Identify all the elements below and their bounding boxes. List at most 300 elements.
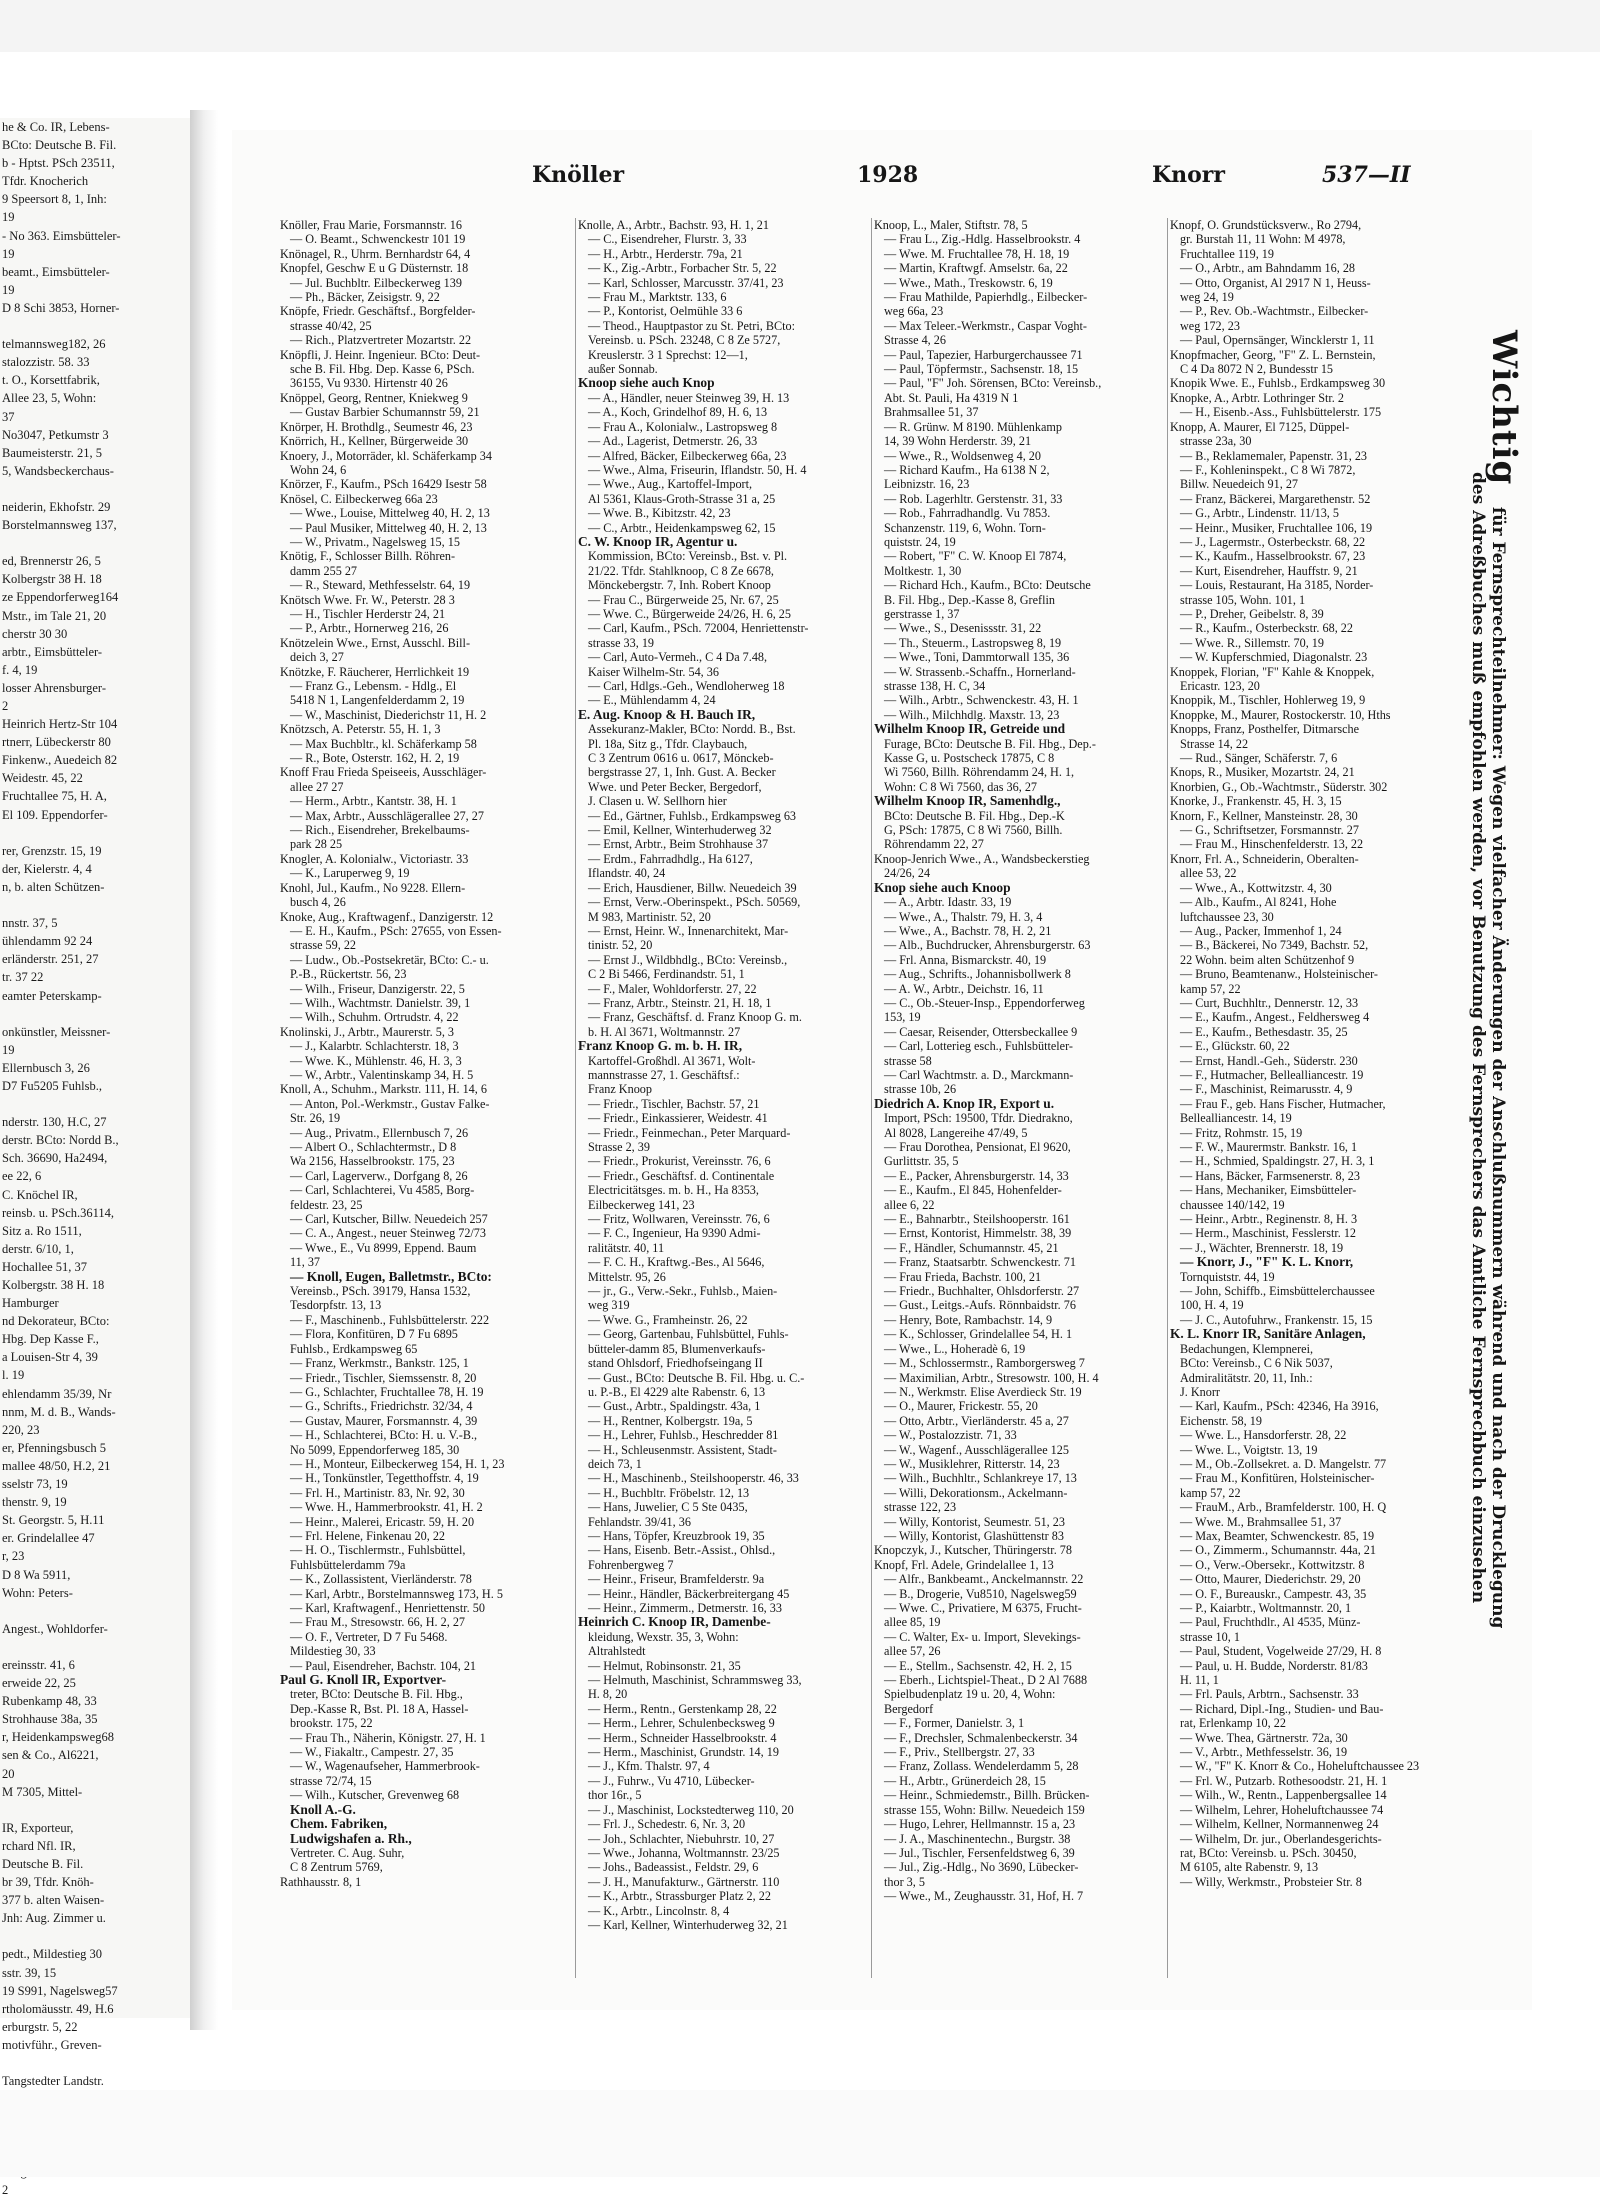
directory-entry: Gurlittstr. 35, 5: [884, 1154, 959, 1169]
directory-entry: — Wilh., Wachtmstr. Danielstr. 39, 1: [290, 995, 471, 1010]
directory-entry: — C., Ob.-Steuer-Insp., Eppendorferweg: [884, 995, 1085, 1010]
directory-entry: — Heinr., Händler, Bäckerbreitergang 45: [588, 1586, 790, 1601]
directory-entry: — Frl. Pauls, Arbtrn., Sachsenstr. 33: [1180, 1687, 1359, 1702]
directory-entry: Schanzenstr. 119, 6, Wohn. Torn-: [884, 520, 1046, 535]
directory-entry: Fuhlsb., Erdkampsweg 65: [290, 1341, 418, 1356]
directory-firm-entry: Wilhelm Knoop IR, Getreide und: [874, 721, 1066, 737]
directory-entry: M 983, Martinistr. 52, 20: [588, 909, 711, 924]
directory-entry: damm 255 27: [290, 563, 358, 578]
directory-entry: strasse 59, 22: [290, 938, 357, 953]
facing-page-line: rtnerr, Lübeckerstr 80: [2, 735, 111, 750]
directory-entry: — Kurt, Eisendreher, Hauffstr. 9, 21: [1180, 563, 1358, 578]
directory-entry: — Franz, Zollass. Wendelerdamm 5, 28: [884, 1759, 1079, 1774]
directory-entry: Knopke, A., Arbtr. Lothringer Str. 2: [1170, 390, 1344, 405]
directory-entry: — Willy, Werkmstr., Probsteier Str. 8: [1180, 1874, 1362, 1889]
directory-entry: quiststr. 24, 19: [884, 534, 956, 549]
directory-entry: — Joh., Schlachter, Niebuhrstr. 10, 27: [588, 1831, 775, 1846]
directory-entry: — Hans, Bäcker, Farmsenerstr. 8, 23: [1180, 1168, 1360, 1183]
facing-page-line: rchard Nfl. IR,: [2, 1838, 76, 1853]
directory-entry: — Friedr., Buchhalter, Ohlsdorferstr. 27: [884, 1284, 1080, 1299]
directory-entry: No 5099, Eppendorferweg 185, 30: [290, 1442, 460, 1457]
directory-entry: — Paul, Eisendreher, Bachstr. 104, 21: [290, 1658, 477, 1673]
directory-entry: — Wwe. G., Framheinstr. 26, 22: [588, 1312, 748, 1327]
directory-entry: — H., Schmied, Spaldingstr. 27, H. 3, 1: [1180, 1154, 1375, 1169]
directory-entry: — Hans, Töpfer, Kreuzbrook 19, 35: [588, 1528, 765, 1543]
directory-entry: Altrahlstedt: [588, 1644, 646, 1659]
directory-entry: — Fritz, Rohmstr. 15, 19: [1180, 1125, 1303, 1140]
directory-entry: — Paul, "F" Joh. Sörensen, BCto: Vereinsb.,: [884, 376, 1102, 391]
facing-page-line: losser Ahrensburger-: [2, 680, 107, 695]
directory-entry: — Wwe., Toni, Dammtorwall 135, 36: [884, 650, 1070, 665]
directory-entry: — Wilhelm, Lehrer, Hoheluftchaussee 74: [1180, 1802, 1384, 1817]
directory-entry: Knoll, A., Schuhm., Markstr. 111, H. 14, 6: [280, 1082, 487, 1097]
directory-entry: — J., Fuhrw., Vu 4710, Lübecker-: [588, 1773, 755, 1788]
facing-page-line: l. 19: [2, 1368, 25, 1383]
directory-entry: — O., Arbtr., am Bahndamm 16, 28: [1180, 261, 1356, 276]
directory-entry: weg 172, 23: [1180, 318, 1240, 333]
directory-entry: — Carl, Hdlgs.-Geh., Wendloherweg 18: [588, 679, 785, 693]
directory-entry: Knogler, A. Kolonialw., Victoriastr. 33: [280, 851, 469, 866]
directory-entry: — H., Arbtr., Herderstr. 79a, 21: [588, 246, 743, 261]
facing-page-line: Ellernbusch 3, 26: [2, 1060, 90, 1075]
directory-entry: — Caesar, Reisender, Ottersbeckallee 9: [884, 1024, 1078, 1039]
directory-entry: — E. H., Kaufm., PSch: 27655, von Essen-: [290, 923, 502, 938]
directory-entry: Knopfel, Geschw E u G Düsternstr. 18: [280, 261, 469, 276]
directory-entry: — O., Maurer, Frickestr. 55, 20: [884, 1399, 1038, 1414]
facing-page-line: [0, 1801, 190, 1819]
directory-entry: — G., Schrifts., Friedrichstr. 32/34, 4: [290, 1399, 473, 1414]
facing-page-line: onkünstler, Meissner-: [2, 1024, 111, 1039]
directory-entry: — Louis, Restaurant, Ha 3185, Norder-: [1180, 578, 1374, 593]
directory-entry: Ericastr. 123, 20: [1180, 679, 1260, 693]
directory-entry: Bergedorf: [884, 1701, 934, 1716]
directory-entry: — E., Glückstr. 60, 22: [1180, 1039, 1290, 1054]
directory-entry: — Emil, Kellner, Winterhuderweg 32: [588, 823, 772, 838]
directory-entry: — E., Packer, Ahrensburgerstr. 14, 33: [884, 1168, 1069, 1183]
directory-entry: Import, PSch: 19500, Tfdr. Diedrakno,: [884, 1111, 1073, 1126]
facing-page-line: he & Co. IR, Lebens-: [2, 120, 110, 134]
directory-entry: — G., Arbtr., Lindenstr. 11/13, 5: [1180, 506, 1339, 521]
directory-entry: allee 57, 26: [884, 1644, 941, 1659]
directory-entry: — N., Werkmstr. Elise Averdieck Str. 19: [884, 1384, 1082, 1399]
directory-entry: — Wwe. M., Brahmsallee 51, 37: [1180, 1514, 1342, 1529]
directory-entry: — W., "F" K. Knorr & Co., Hoheluftchaussee 23: [1180, 1759, 1420, 1774]
directory-entry: — Rob. Lagerhltr. Gerstenstr. 31, 33: [884, 491, 1063, 506]
directory-entry: — Wwe., L., Hoheradè 6, 19: [884, 1341, 1026, 1356]
directory-entry: Knöpfli, J. Heinr. Ingenieur. BCto: Deut-: [280, 347, 481, 362]
directory-entry: — Frau M., Stresowstr. 66, H. 2, 27: [290, 1615, 466, 1630]
directory-entry: — Frau M., Marktstr. 133, 6: [588, 290, 727, 305]
directory-entry: — Frl. W., Putzarb. Rothesoodstr. 21, H. 1: [1180, 1773, 1388, 1788]
directory-entry: — W., Postalozzistr. 71, 33: [884, 1428, 1017, 1443]
directory-entry: — Wwe., R., Woldsenweg 4, 20: [884, 448, 1041, 463]
directory-entry: H. 8, 20: [588, 1687, 628, 1702]
directory-entry: allee 53, 22: [1180, 866, 1237, 881]
directory-entry: — Hugo, Lehrer, Hellmannstr. 15 a, 23: [884, 1817, 1076, 1832]
directory-entry: tinistr. 52, 20: [588, 938, 653, 953]
directory-entry: — Herm., Rentn., Gerstenkamp 28, 22: [588, 1701, 777, 1716]
directory-entry: Strasse 2, 39: [588, 1140, 650, 1154]
directory-entry: — R. Grünw. M 8190. Mühlenkamp: [884, 419, 1062, 434]
facing-page-line: D 8 Schi 3853, Horner-: [2, 300, 120, 315]
directory-entry: Knoke, Aug., Kraftwagenf., Danzigerstr. 12: [280, 909, 494, 924]
facing-page-line: D7 Fu5205 Fuhlsb.,: [2, 1078, 103, 1093]
directory-entry: — Gust., Leitgs.-Aufs. Rönnbaidstr. 76: [884, 1298, 1076, 1313]
directory-entry: Knolle, A., Arbtr., Bachstr. 93, H. 1, 21: [578, 218, 769, 232]
facing-page-line: Kolbergstr. 38 H. 18: [2, 1278, 105, 1292]
directory-entry: — Maximilian, Arbtr., Stresowstr. 100, H. 4: [884, 1370, 1099, 1385]
directory-entry: — Gust., BCto: Deutsche B. Fil. Hbg. u. C.-: [588, 1370, 805, 1385]
directory-entry: — Frau Mathilde, Papierhdlg., Eilbecker-: [884, 290, 1088, 305]
facing-page-line: neiderin, Ekhofstr. 29: [2, 499, 111, 514]
directory-entry: — Karl, Schlosser, Marcusstr. 37/41, 23: [588, 275, 784, 290]
column-divider: [1167, 218, 1168, 1978]
directory-entry: 100, H. 4, 19: [1180, 1298, 1244, 1313]
directory-entry: Knöpfe, Friedr. Geschäftsf., Borgfelder-: [280, 304, 476, 319]
facing-page-line: [0, 2054, 190, 2072]
directory-entry: strasse 40/42, 25: [290, 318, 372, 333]
directory-entry: — Alb., Kaufm., Al 8241, Hohe: [1180, 895, 1337, 910]
directory-entry: Knorke, J., Frankenstr. 45, H. 3, 15: [1170, 794, 1342, 809]
directory-entry: 22 Wohn. beim alten Schützenhof 9: [1180, 952, 1355, 967]
directory-entry: Knorbien, G., Ob.-Wachtmstr., Süderstr. 302: [1170, 779, 1388, 794]
directory-entry: — Ph., Bäcker, Zeisigstr. 9, 22: [290, 290, 440, 305]
directory-entry: Knoop, L., Maler, Stiftstr. 78, 5: [874, 218, 1028, 232]
facing-page-line: 9 Speersort 8, 1, Inh:: [2, 192, 107, 207]
directory-entry: Vereinsb., PSch. 39179, Hansa 1532,: [290, 1284, 471, 1299]
directory-entry: — Eberh., Lichtspiel-Theat., D 2 Al 7688: [884, 1673, 1088, 1688]
directory-entry: brookstr. 175, 22: [290, 1716, 373, 1731]
directory-entry: — R., Bote, Osterstr. 162, H. 2, 19: [290, 751, 460, 766]
directory-entry: — Wwe., Math., Treskowstr. 6, 19: [884, 275, 1053, 290]
facing-page-line: tr. 37 22: [2, 970, 44, 985]
directory-entry: Knoop-Jenrich Wwe., A., Wandsbeckerstieg: [874, 851, 1090, 866]
directory-entry: — E., Mühlendamm 4, 24: [588, 693, 716, 708]
header-year: 1928: [857, 162, 919, 188]
directory-entry: — Max Teleer.-Werkmstr., Caspar Voght-: [884, 318, 1087, 333]
directory-entry: Fehlandstr. 39/41, 36: [588, 1514, 691, 1529]
facing-page-line: ze Eppendorferweg164: [2, 590, 119, 605]
directory-entry: — Wwe., Johanna, Woltmannstr. 23/25: [588, 1845, 780, 1860]
directory-entry: — F., Händler, Schumannstr. 45, 21: [884, 1240, 1059, 1255]
directory-entry: G, PSch: 17875, C 8 Wi 7560, Billh.: [884, 823, 1063, 838]
directory-entry: Knopik Wwe. E., Fuhlsb., Erdkampsweg 30: [1170, 376, 1386, 391]
directory-firm-entry: Knoop siehe auch Knop: [578, 375, 715, 391]
directory-entry: — Ludw., Ob.-Postsekretär, BCto: C.- u.: [290, 952, 489, 967]
directory-entry: — Wwe. B., Kibitzstr. 42, 23: [588, 506, 731, 521]
directory-entry: Knopp, A. Maurer, El 7125, Düppel-: [1170, 419, 1350, 434]
book-gutter: [190, 110, 230, 2030]
directory-entry: weg 66a, 23: [884, 304, 944, 319]
facing-page-line: thenstr. 9, 19: [2, 1495, 67, 1510]
facing-page-line: IR, Exporteur,: [2, 1820, 74, 1835]
directory-entry: — Heinr., Arbtr., Reginenstr. 8, H. 3: [1180, 1212, 1358, 1227]
directory-entry: allee 6, 22: [884, 1197, 935, 1212]
directory-entry: — Carl, Auto-Vermeh., C 4 Da 7.48,: [588, 650, 768, 665]
directory-entry: — J. H., Manufakturw., Gärtnerstr. 110: [588, 1874, 780, 1889]
directory-entry: — Friedr., Einkassierer, Weidestr. 41: [588, 1111, 768, 1126]
directory-firm-entry: E. Aug. Knoop & H. Bauch IR,: [578, 706, 756, 722]
directory-entry: Knohl, Jul., Kaufm., No 9228. Ellern-: [280, 880, 466, 895]
directory-entry: — Herm., Lehrer, Schulenbecksweg 9: [588, 1716, 775, 1731]
directory-entry: — F. W., Maurermstr. Bankstr. 16, 1: [1180, 1140, 1358, 1154]
facing-page-line: erburgstr. 5, 22: [2, 2019, 78, 2034]
facing-page-line: Fruchtallee 75, H. A,: [2, 789, 107, 804]
directory-entry: — Paul, u. H. Budde, Norderstr. 81/83: [1180, 1658, 1368, 1673]
directory-entry: — Frl. Helene, Finkenau 20, 22: [290, 1528, 446, 1543]
directory-entry: — H., Tischler Herderstr 24, 21: [290, 606, 446, 621]
directory-entry: — Carl, Schlachterei, Vu 4585, Borg-: [290, 1183, 475, 1198]
directory-entry: — Wwe., A., Bachstr. 78, H. 2, 21: [884, 923, 1052, 938]
directory-entry: kleidung, Wexstr. 35, 3, Wohn:: [588, 1629, 739, 1644]
directory-entry: C 4 Da 8072 N 2, Bundesstr 15: [1180, 362, 1334, 377]
directory-entry: — Richard Hch., Kaufm., BCto: Deutsche: [884, 578, 1091, 593]
directory-entry: — Frau Frieda, Bachstr. 100, 21: [884, 1269, 1042, 1284]
directory-entry: — Wwe. C., Bürgerweide 24/26, H. 6, 25: [588, 606, 791, 621]
facing-page-fragment: [0, 118, 191, 2197]
facing-page-line: a Louisen-Str 4, 39: [2, 1350, 98, 1365]
facing-page-line: El 109. Eppendorfer-: [2, 807, 108, 822]
directory-entry: — Frau F., geb. Hans Fischer, Hutmacher,: [1180, 1096, 1386, 1111]
facing-page-line: f. 4, 19: [2, 662, 38, 677]
facing-page-line: D 8 Wa 5911,: [2, 1567, 71, 1582]
facing-page-line: rtholomäusstr. 49, H.6: [2, 2001, 114, 2016]
directory-entry: — W. Kupferschmied, Diagonalstr. 23: [1180, 650, 1368, 665]
facing-page-line: ehlendamm 35/39, Nr: [2, 1386, 112, 1401]
directory-entry: — Willi, Dekorationsm., Ackelmann-: [884, 1485, 1068, 1500]
directory-entry: b. H. Al 3671, Woltmannstr. 27: [588, 1024, 741, 1039]
directory-page: [232, 130, 1532, 2010]
directory-entry: — Friedr., Feinmechan., Peter Marquard-: [588, 1125, 791, 1140]
directory-entry: Al 5361, Klaus-Groth-Strasse 31 a, 25: [588, 491, 776, 506]
directory-column-4: [1170, 218, 1448, 1978]
directory-entry: Knorn, F., Kellner, Mansteinstr. 28, 30: [1170, 808, 1358, 823]
facing-page-line: mallee 48/50, H.2, 21: [2, 1458, 111, 1473]
directory-entry: — J., Lagermstr., Osterbeckstr. 68, 22: [1180, 534, 1366, 549]
directory-entry: — Franz, Geschäftsf. d. Franz Knoop G. m.: [588, 1010, 802, 1025]
directory-entry: — B., Reklamemaler, Papenstr. 31, 23: [1180, 448, 1368, 463]
directory-entry: stand Ohlsdorf, Friedhofseingang II: [588, 1356, 763, 1371]
directory-entry: 11, 37: [290, 1255, 321, 1270]
directory-entry: — Heinr., Friseur, Bramfelderstr. 9a: [588, 1572, 765, 1587]
facing-page-line: 377 b. alten Waisen-: [2, 1893, 105, 1908]
directory-firm-entry: Wilhelm Knoop IR, Samenhdlg.,: [874, 793, 1061, 809]
directory-entry: — Aug., Packer, Immenhof 1, 24: [1180, 923, 1342, 938]
directory-entry: strasse 23a, 30: [1180, 434, 1252, 449]
directory-entry: kamp 57, 22: [1180, 981, 1241, 996]
directory-entry: Knörper, H. Brothdlg., Seumestr 46, 23: [280, 419, 473, 434]
directory-entry: — K., Arbtr., Strassburger Platz 2, 22: [588, 1889, 771, 1904]
directory-entry: allee 27 27: [290, 779, 344, 794]
directory-entry: — Heinr., Malerei, Ericastr. 59, H. 20: [290, 1514, 475, 1529]
directory-firm-entry: Chem. Fabriken,: [290, 1816, 388, 1832]
directory-entry: — Max, Beamter, Schwenckestr. 85, 19: [1180, 1528, 1375, 1543]
directory-columns: [280, 218, 1460, 1978]
facing-page-line: Jnh: Aug. Zimmer u.: [2, 1911, 106, 1926]
directory-entry: kamp 57, 22: [1180, 1485, 1241, 1500]
phone-notice: [1436, 330, 1526, 1910]
directory-entry: — P., Rev. Ob.-Wachtmstr., Eilbecker-: [1180, 304, 1369, 319]
directory-entry: — Wwe., E., Vu 8999, Eppend. Baum: [290, 1240, 477, 1255]
facing-page-line: ee 22, 6: [2, 1169, 42, 1184]
directory-entry: 21/22. Tfdr. Stahlknoop, C 8 Ze 6678,: [588, 563, 774, 578]
facing-page-line: [0, 824, 190, 842]
facing-page-line: Tangstedter Landstr.: [2, 2074, 104, 2089]
directory-entry: — Alb., Buchdrucker, Ahrensburgerstr. 63: [884, 938, 1091, 953]
directory-entry: C 8 Zentrum 5769,: [290, 1860, 383, 1875]
directory-entry: Wohn: C 8 Wi 7560, das 36, 27: [884, 779, 1038, 794]
directory-entry: — Paul, Student, Vogelweide 27/29, H. 8: [1180, 1644, 1382, 1659]
directory-entry: — H., Maschinenb., Steilshooperstr. 46, 33: [588, 1471, 799, 1486]
directory-entry: — H., Eisenb.-Ass., Fuhlsbüttelerstr. 175: [1180, 405, 1382, 420]
directory-entry: thor 3, 5: [884, 1874, 925, 1889]
directory-entry: — Henry, Bote, Rambachstr. 14, 9: [884, 1312, 1053, 1327]
directory-column-1: [280, 218, 572, 1978]
facing-page-line: [0, 1927, 190, 1945]
column-divider: [575, 218, 576, 1978]
directory-entry: — H., Rentner, Kolbergstr. 19a, 5: [588, 1413, 753, 1428]
directory-entry: — Otto, Organist, Al 2917 N 1, Heuss-: [1180, 275, 1371, 290]
directory-entry: — H., Buchbltr. Fröbelstr. 12, 13: [588, 1485, 750, 1500]
directory-entry: — Gustav, Maurer, Forsmannstr. 4, 39: [290, 1413, 478, 1428]
directory-entry: strasse 33, 19: [588, 635, 655, 650]
directory-entry: — Curt, Buchhltr., Dennerstr. 12, 33: [1180, 995, 1359, 1010]
directory-entry: — Wwe. H., Hammerbrookstr. 41, H. 2: [290, 1500, 483, 1515]
directory-firm-entry: Heinrich C. Knoop IR, Damenbe-: [578, 1614, 771, 1630]
header-first-name: Knöller: [532, 162, 625, 188]
directory-entry: — F., Maler, Wohldorferstr. 27, 22: [588, 981, 757, 996]
facing-page-line: St. Georgstr. 5, H.11: [2, 1513, 105, 1528]
directory-entry: Dep.-Kasse R, Bst. Pl. 18 A, Hassel-: [290, 1701, 469, 1716]
facing-page-line: Strohhause 38a, 35: [2, 1712, 98, 1727]
facing-page-line: Rubenkamp 48, 33: [2, 1694, 97, 1709]
directory-entry: — H., Tonkünstler, Tegetthoffstr. 4, 19: [290, 1471, 479, 1486]
directory-entry: — J., Wächter, Brennerstr. 18, 19: [1180, 1240, 1344, 1255]
facing-page-line: No3047, Petkumstr 3: [2, 427, 109, 442]
directory-entry: — Rob., Fahrradhandlg. Vu 7853.: [884, 506, 1051, 521]
directory-entry: — F. C., Ingenieur, Ha 9390 Admi-: [588, 1226, 761, 1241]
directory-firm-entry: Franz Knoop G. m. b. H. IR,: [578, 1038, 743, 1054]
directory-entry: — P., Arbtr., Hornerweg 216, 26: [290, 621, 449, 636]
directory-entry: Knopczyk, J., Kutscher, Thüringerstr. 78: [874, 1543, 1072, 1558]
directory-entry: — J. C., Autofuhrw., Frankenstr. 15, 15: [1180, 1312, 1373, 1327]
directory-entry: — P., Kaiarbtr., Woltmannstr. 20, 1: [1180, 1601, 1352, 1615]
directory-entry: BCto: Vereinsb., C 6 Nik 5037,: [1180, 1356, 1333, 1371]
directory-entry: — K., Zig.-Arbtr., Forbacher Str. 5, 22: [588, 261, 777, 276]
directory-entry: ralitätstr. 40, 11: [588, 1240, 665, 1255]
directory-entry: Electricitätsges. m. b. H., Ha 8353,: [588, 1183, 759, 1198]
facing-page-line: Angest., Wohldorfer-: [2, 1621, 108, 1636]
facing-page-line: sen & Co., Al6221,: [2, 1748, 99, 1763]
facing-page-line: Weidestr. 45, 22: [2, 771, 83, 786]
directory-entry: 36155, Vu 9330. Hirtenstr 40 26: [290, 376, 448, 391]
directory-entry: Knöppel, Georg, Rentner, Kniekweg 9: [280, 390, 468, 405]
directory-firm-entry: Ludwigshafen a. Rh.,: [290, 1830, 412, 1846]
directory-entry: deich 73, 1: [588, 1456, 642, 1471]
facing-page-line: [0, 896, 190, 914]
directory-entry: bergstrasse 27, 1, Inh. Gust. A. Becker: [588, 765, 776, 780]
directory-entry: — Jul., Tischler, Fersenfeldstweg 6, 39: [884, 1845, 1075, 1860]
facing-page-line: Allee 23, 5, Wohn:: [2, 391, 97, 406]
facing-page-line: nnstr. 37, 5: [2, 916, 58, 931]
directory-entry: Knötsch Wwe. Fr. W., Peterstr. 28 3: [280, 592, 455, 607]
facing-page-line: C. Knöchel IR,: [2, 1187, 78, 1202]
directory-entry: — Wwe., Louise, Mittelweg 40, H. 2, 13: [290, 506, 490, 521]
directory-entry: — Paul, Töpfermstr., Sachsenstr. 18, 15: [884, 362, 1079, 377]
directory-entry: — Hans, Juwelier, C 5 Ste 0435,: [588, 1500, 748, 1515]
facing-page-line: rer, Grenzstr. 15, 19: [2, 843, 102, 858]
directory-entry: rat, BCto: Vereinsb. u. PSch. 30450,: [1180, 1845, 1357, 1860]
directory-entry: — Friedr., Tischler, Siemssenstr. 8, 20: [290, 1370, 477, 1385]
directory-entry: — Wwe. K., Mühlenstr. 46, H. 3, 3: [290, 1053, 462, 1068]
directory-entry: — Jul., Zig.-Hdlg., No 3690, Lübecker-: [884, 1860, 1079, 1875]
directory-entry: Knolinski, J., Arbtr., Maurerstr. 5, 3: [280, 1024, 455, 1039]
directory-entry: Str. 26, 19: [290, 1111, 341, 1126]
facing-page-line: Hochallee 51, 37: [2, 1259, 88, 1274]
directory-entry: — W., Musiklehrer, Ritterstr. 14, 23: [884, 1456, 1060, 1471]
header-page-number: 537—II: [1322, 162, 1411, 188]
directory-entry: — O. F., Bureauskr., Campestr. 43, 35: [1180, 1586, 1367, 1601]
facing-page-line: sselstr 73, 19: [2, 1477, 68, 1492]
directory-entry: — O. Beamt., Schwenckestr 101 19: [290, 232, 466, 247]
facing-page-line: n, b. alten Schützen-: [2, 879, 105, 894]
directory-entry: — Wilh., Buchhltr., Schlankreye 17, 13: [884, 1471, 1077, 1486]
directory-entry: Knöller, Frau Marie, Forsmannstr. 16: [280, 218, 462, 232]
directory-entry: — F., Kohleninspekt., C 8 Wi 7872,: [1180, 462, 1356, 477]
directory-entry: — Herm., Arbtr., Kantstr. 38, H. 1: [290, 794, 457, 809]
directory-entry: — V., Arbtr., Methfesselstr. 36, 19: [1180, 1745, 1348, 1760]
directory-entry: — Wilhelm, Dr. jur., Oberlandesgerichts-: [1180, 1831, 1382, 1846]
directory-entry: — A., Arbtr. Idastr. 33, 19: [884, 895, 1012, 910]
directory-entry: — A., Händler, neuer Steinweg 39, H. 13: [588, 390, 790, 405]
directory-entry: — W., Fiakaltr., Campestr. 27, 35: [290, 1745, 454, 1760]
directory-entry: Wi 7560, Billh. Röhrendamm 24, H. 1,: [884, 765, 1075, 780]
directory-entry: — B., Bäckerei, No 7349, Bachstr. 52,: [1180, 938, 1369, 953]
directory-entry: Kaiser Wilhelm-Str. 54, 36: [588, 664, 719, 679]
facing-page-line: r, 23: [2, 1549, 25, 1564]
directory-entry: — E., Kaufm., Bethesdastr. 35, 25: [1180, 1024, 1348, 1039]
facing-page-line: pedt., Mildestieg 30: [2, 1947, 102, 1962]
directory-entry: Fuhlsbüttelerdamm 79a: [290, 1557, 406, 1572]
directory-entry: Rathhausstr. 8, 1: [280, 1874, 362, 1889]
directory-entry: Strasse 4, 26: [884, 333, 946, 348]
directory-entry: — FrauM., Arb., Bramfelderstr. 100, H. Q: [1180, 1500, 1387, 1515]
directory-entry: Mittelstr. 95, 26: [588, 1269, 666, 1284]
directory-entry: — E., Bahnarbtr., Steilshooperstr. 161: [884, 1212, 1070, 1227]
directory-entry: Kasse G, u. Postscheck 17875, C 8: [884, 751, 1055, 766]
directory-entry: — O. F., Vertreter, D 7 Fu 5468.: [290, 1629, 448, 1644]
facing-page-line: Heinrich Hertz-Str 104: [2, 717, 118, 732]
directory-entry: — Erdm., Fahrradhdlg., Ha 6127,: [588, 851, 753, 866]
directory-entry: — Richard, Dipl.-Ing., Studien- und Bau-: [1180, 1701, 1384, 1716]
facing-page-line: br 39, Tfdr. Knöh-: [2, 1875, 94, 1890]
directory-entry: C 2 Bi 5466, Ferdinandstr. 51, 1: [588, 967, 745, 982]
directory-entry: — jr., G., Verw.-Sekr., Fuhlsb., Maien-: [588, 1284, 778, 1299]
directory-entry: Abt. St. Pauli, Ha 4319 N 1: [884, 390, 1019, 405]
facing-page-line: b - Hptst. PSch 23511,: [2, 156, 115, 171]
directory-entry: treter, BCto: Deutsche B. Fil. Hbg.,: [290, 1687, 463, 1702]
directory-entry: — G., Schriftsetzer, Forsmannstr. 27: [1180, 823, 1359, 838]
facing-page-line: nd Dekorateur, BCto:: [2, 1314, 110, 1329]
directory-entry: — Franz, Werkmstr., Bankstr. 125, 1: [290, 1356, 469, 1371]
directory-entry: Strasse 14, 22: [1180, 736, 1249, 751]
directory-entry: — Willy, Kontorist, Seumestr. 51, 23: [884, 1514, 1065, 1529]
facing-page-line: [0, 480, 190, 498]
directory-entry: BCto: Deutsche B. Fil. Hbg., Dep.-K: [884, 808, 1065, 823]
directory-entry: — Wilh., Schuhm. Ortrudstr. 4, 22: [290, 1010, 459, 1025]
directory-entry: — P., Kontorist, Oelmühle 33 6: [588, 304, 743, 319]
facing-page-line: erländerstr. 251, 27: [2, 952, 99, 967]
